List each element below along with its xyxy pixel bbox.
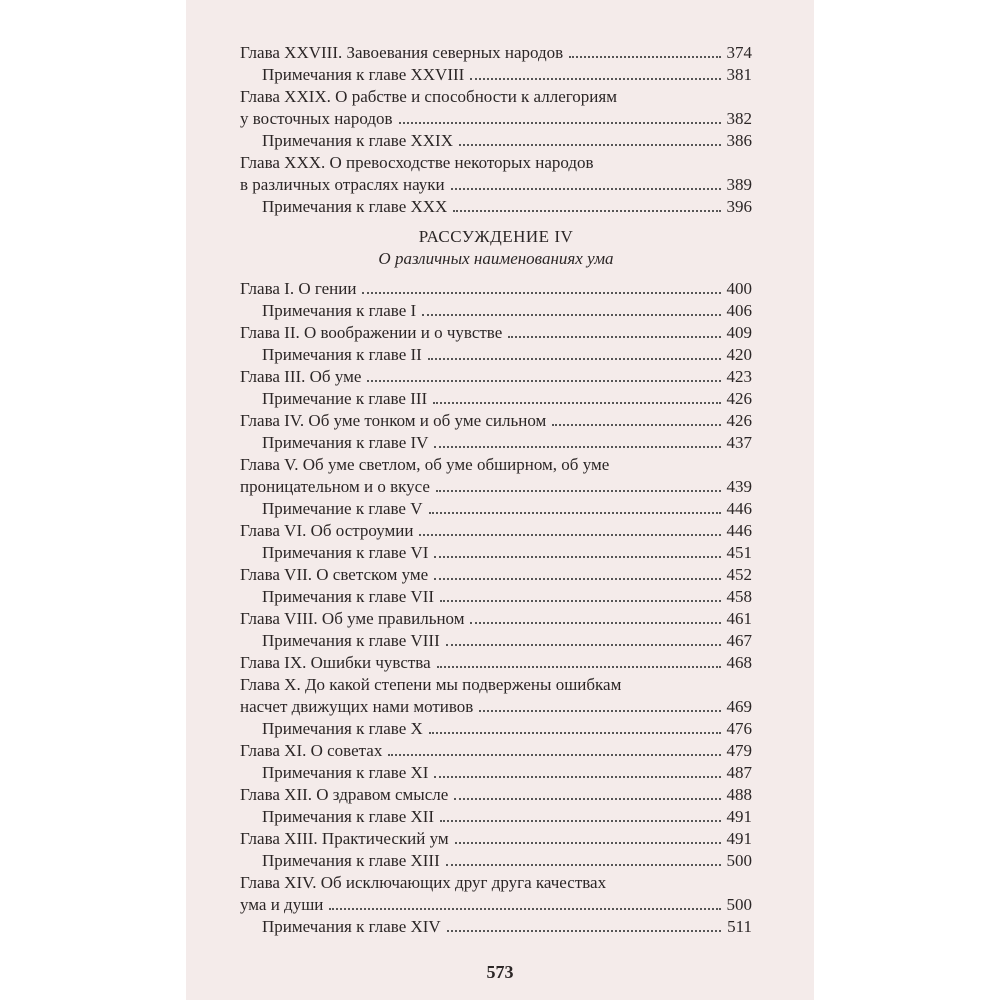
dot-leader: [552, 423, 720, 426]
toc-page-number: 476: [726, 719, 752, 738]
toc-entry-label: Глава I. О гении: [240, 279, 357, 298]
toc-entry-label: Глава XI. О советах: [240, 741, 383, 760]
dot-leader: [434, 445, 720, 448]
toc-entry-label: Примечание к главе V: [262, 499, 423, 518]
toc-entry-label: Глава VII. О светском уме: [240, 565, 429, 584]
toc-note-entry: [240, 196, 752, 218]
toc-note-entry: [240, 586, 752, 608]
dot-leader: [362, 291, 720, 294]
toc-entry-first-line: [240, 674, 752, 696]
dot-leader: [433, 401, 720, 404]
dot-leader: [459, 143, 721, 146]
toc-entry-label: Примечания к главе XIV: [262, 917, 441, 936]
toc-note-entry: [240, 806, 752, 828]
toc-entry-label: Глава XIII. Практический ум: [240, 829, 449, 848]
toc-note-entry: [240, 344, 752, 366]
toc-page-number: 386: [726, 131, 752, 150]
toc-page-number: 491: [726, 829, 752, 848]
toc-entry-label: у восточных народов: [240, 109, 393, 128]
toc-note-entry: [240, 64, 752, 86]
toc-entry-label: Примечания к главе X: [262, 719, 423, 738]
toc-entry-label: Примечания к главе I: [262, 301, 417, 320]
toc-entry-label: Примечания к главе VII: [262, 587, 435, 606]
toc-page-number: 446: [726, 521, 752, 540]
toc-entry-first-line: [240, 86, 752, 108]
toc-page-number: 400: [726, 279, 752, 298]
toc-chapter-entry: [240, 740, 752, 762]
toc-note-entry: [240, 718, 752, 740]
toc-entry-label: Примечания к главе XI: [262, 763, 429, 782]
toc-entry-label: Примечания к главе XII: [262, 807, 435, 826]
dot-leader: [422, 313, 720, 316]
toc-entry-label: Глава VI. Об остроумии: [240, 521, 414, 540]
toc-page-number: 439: [726, 477, 752, 496]
section-subtitle: О различных наименованиях ума: [378, 249, 614, 268]
toc-page-number: 451: [726, 543, 752, 562]
toc-entry-label: в различных отраслях науки: [240, 175, 445, 194]
toc-entry-first-line: [240, 872, 752, 894]
table-of-contents: [240, 42, 752, 938]
toc-entry-label: Глава XXIX. О рабстве и способности к аллегориям: [240, 87, 617, 106]
toc-chapter-entry: [240, 42, 752, 64]
dot-leader: [436, 489, 721, 492]
toc-note-entry: [240, 542, 752, 564]
dot-leader: [428, 357, 721, 360]
dot-leader: [569, 55, 720, 58]
toc-page-number: 420: [726, 345, 752, 364]
toc-page-number: 461: [726, 609, 752, 628]
toc-page-number: 491: [726, 807, 752, 826]
toc-page-number: 437: [726, 433, 752, 452]
dot-leader: [446, 863, 721, 866]
toc-note-entry: [240, 432, 752, 454]
page-number: 573: [486, 962, 514, 982]
dot-leader: [399, 121, 721, 124]
dot-leader: [388, 753, 720, 756]
toc-entry-label: Примечания к главе IV: [262, 433, 429, 452]
toc-page-number: 423: [726, 367, 752, 386]
toc-page-number: 511: [727, 917, 752, 936]
dot-leader: [440, 819, 720, 822]
toc-note-entry: [240, 300, 752, 322]
toc-page-number: 426: [726, 411, 752, 430]
toc-entry-label: Глава XIV. Об исключающих друг друга качествах: [240, 873, 607, 892]
toc-chapter-entry: [240, 322, 752, 344]
dot-leader: [455, 841, 721, 844]
toc-entry-label: Глава XXVIII. Завоевания северных народов: [240, 43, 564, 62]
toc-chapter-entry: [240, 366, 752, 388]
toc-note-entry: [240, 762, 752, 784]
toc-entry-label: Глава XII. О здравом смысле: [240, 785, 449, 804]
dot-leader: [447, 929, 721, 932]
toc-note-entry: [240, 498, 752, 520]
toc-note-entry: [240, 850, 752, 872]
toc-entry-first-line: [240, 454, 752, 476]
toc-entry-first-line: [240, 152, 752, 174]
dot-leader: [451, 187, 721, 190]
toc-entry-label: Глава IX. Ошибки чувства: [240, 653, 431, 672]
dot-leader: [446, 643, 721, 646]
toc-note-entry: [240, 130, 752, 152]
toc-chapter-entry: [240, 894, 752, 916]
toc-chapter-entry: [240, 278, 752, 300]
toc-chapter-entry: [240, 784, 752, 806]
toc-page-number: 487: [726, 763, 752, 782]
toc-chapter-entry: [240, 476, 752, 498]
toc-chapter-entry: [240, 410, 752, 432]
toc-note-entry: [240, 388, 752, 410]
dot-leader: [479, 709, 720, 712]
toc-entry-label: Примечания к главе II: [262, 345, 422, 364]
toc-entry-label: Примечания к главе VIII: [262, 631, 440, 650]
dot-leader: [453, 209, 720, 212]
toc-entry-label: ума и души: [240, 895, 324, 914]
toc-page-number: 409: [726, 323, 752, 342]
toc-page-number: 469: [726, 697, 752, 716]
toc-entry-label: насчет движущих нами мотивов: [240, 697, 474, 716]
dot-leader: [440, 599, 720, 602]
toc-chapter-entry: [240, 174, 752, 196]
toc-list-before: [240, 42, 752, 218]
toc-note-entry: [240, 630, 752, 652]
toc-note-entry: [240, 916, 752, 938]
toc-page-number: 467: [726, 631, 752, 650]
toc-page-number: 374: [726, 43, 752, 62]
dot-leader: [329, 907, 720, 910]
toc-page-number: 381: [726, 65, 752, 84]
toc-list-after: [240, 278, 752, 938]
toc-chapter-entry: [240, 696, 752, 718]
section-title: РАССУЖДЕНИЕ IV: [418, 227, 574, 246]
toc-page-number: 396: [726, 197, 752, 216]
toc-chapter-entry: [240, 520, 752, 542]
dot-leader: [367, 379, 720, 382]
toc-chapter-entry: [240, 828, 752, 850]
dot-leader: [419, 533, 720, 536]
dot-leader: [470, 621, 720, 624]
dot-leader: [429, 731, 721, 734]
toc-entry-label: Примечания к главе XIII: [262, 851, 440, 870]
toc-chapter-entry: [240, 564, 752, 586]
toc-page-number: 458: [726, 587, 752, 606]
toc-page-number: 389: [726, 175, 752, 194]
toc-page-number: 406: [726, 301, 752, 320]
toc-entry-label: Примечание к главе III: [262, 389, 428, 408]
toc-chapter-entry: [240, 652, 752, 674]
toc-page-number: 468: [726, 653, 752, 672]
toc-page-number: 479: [726, 741, 752, 760]
toc-entry-label: Примечания к главе VI: [262, 543, 429, 562]
toc-page-number: 446: [726, 499, 752, 518]
dot-leader: [470, 77, 720, 80]
toc-entry-label: Примечания к главе XXX: [262, 197, 448, 216]
toc-entry-label: Примечания к главе XXVIII: [262, 65, 465, 84]
toc-entry-label: Глава III. Об уме: [240, 367, 362, 386]
dot-leader: [429, 511, 721, 514]
toc-page-number: 426: [726, 389, 752, 408]
toc-page-number: 382: [726, 109, 752, 128]
toc-chapter-entry: [240, 108, 752, 130]
toc-chapter-entry: [240, 608, 752, 630]
toc-entry-label: Глава IV. Об уме тонком и об уме сильном: [240, 411, 547, 430]
dot-leader: [454, 797, 720, 800]
toc-entry-label: Глава VIII. Об уме правильном: [240, 609, 465, 628]
dot-leader: [434, 577, 720, 580]
toc-page-number: 500: [726, 895, 752, 914]
toc-entry-label: проницательном и о вкусе: [240, 477, 430, 496]
dot-leader: [434, 555, 720, 558]
toc-entry-label: Глава X. До какой степени мы подвержены ошибкам: [240, 675, 622, 694]
toc-entry-label: Глава II. О воображении и о чувстве: [240, 323, 503, 342]
toc-entry-label: Глава XXX. О превосходстве некоторых народов: [240, 153, 594, 172]
toc-page-number: 452: [726, 565, 752, 584]
dot-leader: [437, 665, 721, 668]
dot-leader: [434, 775, 720, 778]
dot-leader: [508, 335, 720, 338]
toc-entry-label: Глава V. Об уме светлом, об уме обширном, об уме: [240, 455, 610, 474]
toc-page-number: 500: [726, 851, 752, 870]
toc-entry-label: Примечания к главе XXIX: [262, 131, 453, 150]
toc-page-number: 488: [726, 785, 752, 804]
